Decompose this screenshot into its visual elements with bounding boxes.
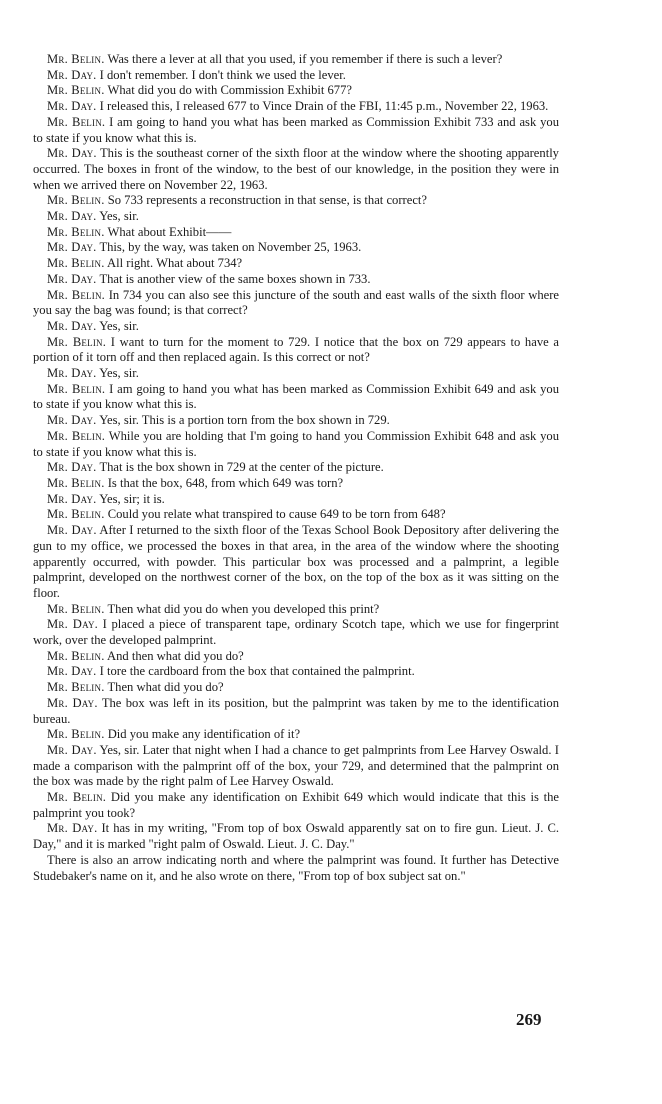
transcript-paragraph	[33, 476, 559, 492]
speech-text: This is the southeast corner of the sixth floor at the window where the shooting apparently occurred. The boxes in front of the window, to the best of our knowledge, in the position they were in when we arrived there on November 22, 1963.	[33, 146, 559, 192]
speaker-label: Mr. Belin.	[47, 83, 105, 98]
transcript-paragraph	[33, 115, 559, 146]
transcript-paragraph	[33, 429, 559, 460]
speaker-label: Mr. Day.	[47, 460, 97, 475]
speaker-label: Mr. Belin.	[47, 680, 105, 695]
transcript-paragraph	[33, 209, 559, 225]
transcript-paragraph	[33, 853, 559, 884]
speaker-label: Mr. Belin.	[47, 52, 105, 66]
speaker-label: Mr. Belin.	[47, 114, 106, 129]
speaker-label: Mr. Belin.	[47, 507, 105, 522]
speech-text: I am going to hand you what has been marked as Commission Exhibit 649 and ask you to state if you know what this is.	[33, 381, 559, 412]
speech-text: Yes, sir.	[99, 318, 139, 333]
speech-text: Did you make any identification of it?	[107, 727, 301, 742]
speech-text: What did you do with Commission Exhibit 677?	[107, 83, 352, 98]
transcript-paragraph	[33, 727, 559, 743]
speech-text: Yes, sir. This is a portion torn from the box shown in 729.	[99, 413, 390, 428]
speaker-label: Mr. Belin.	[47, 475, 105, 490]
speaker-label: Mr. Day.	[47, 209, 97, 224]
speech-text: All right. What about 734?	[107, 256, 243, 271]
speech-text: Is that the box, 648, from which 649 was torn?	[107, 475, 344, 490]
transcript-paragraph	[33, 492, 559, 508]
speech-text: Yes, sir.	[99, 209, 139, 224]
transcript-paragraph	[33, 99, 559, 115]
speech-text: I don't remember. I don't think we used the lever.	[99, 67, 346, 82]
speaker-label: Mr. Belin.	[47, 428, 106, 443]
transcript-paragraph	[33, 366, 559, 382]
speech-text: Did you make any identification on Exhibit 649 which would indicate that this is the palmprint you took?	[33, 790, 559, 820]
speech-text: Yes, sir.	[99, 366, 139, 381]
transcript-paragraph	[33, 507, 559, 523]
speaker-label: Mr. Day.	[47, 742, 97, 757]
speaker-label: Mr. Day.	[47, 67, 97, 82]
testimony-text	[33, 52, 559, 884]
speech-text: Was there a lever at all that you used, if you remember if there is such a lever?	[107, 52, 503, 66]
speech-text: I am going to hand you what has been marked as Commission Exhibit 733 and ask you to state if you know what this is.	[33, 114, 559, 145]
speech-text: I tore the cardboard from the box that contained the palmprint.	[99, 664, 415, 679]
speech-text: What about Exhibit——	[107, 224, 232, 239]
transcript-paragraph	[33, 617, 559, 648]
transcript-paragraph	[33, 382, 559, 413]
speech-text: In 734 you can also see this juncture of the south and east walls of the sixth floor where you say the bag was found; is that correct?	[33, 287, 560, 318]
speech-text: That is the box shown in 729 at the center of the picture.	[99, 460, 384, 475]
transcript-paragraph	[33, 52, 559, 68]
speaker-label: Mr. Day.	[47, 523, 97, 538]
speaker-label: Mr. Day.	[47, 99, 97, 114]
speech-text: It has in my writing, "From top of box Oswald apparently sat on to fire gun. Lieut. J. C. Day," and it is marked "right palm of Oswald. Lieut. J. C. Day."	[33, 821, 560, 852]
speaker-label: Mr. Belin.	[47, 334, 107, 349]
speaker-label: Mr. Day.	[47, 617, 98, 632]
speech-text: While you are holding that I'm going to hand you Commission Exhibit 648 and ask you to state if you know what this is.	[33, 428, 560, 459]
speech-text: I want to turn for the moment to 729. I notice that the box on 729 appears to have a portion of it torn off and then replaced again. Is this correct or not?	[33, 334, 559, 365]
transcript-paragraph	[33, 602, 559, 618]
speech-text: That is another view of the same boxes shown in 733.	[99, 271, 371, 286]
transcript-paragraph	[33, 240, 559, 256]
speech-text: The box was left in its position, but the palmprint was taken by me to the identification bureau.	[33, 695, 560, 726]
speaker-label: Mr. Belin.	[47, 224, 105, 239]
speech-text: Then what did you do when you developed this print?	[107, 601, 380, 616]
speech-text: Yes, sir; it is.	[99, 491, 165, 506]
transcript-paragraph	[33, 696, 559, 727]
transcript-paragraph	[33, 335, 559, 366]
speech-text: I released this, I released 677 to Vince Drain of the FBI, 11:45 p.m., November 22, 1963.	[99, 99, 549, 114]
speaker-label: Mr. Day.	[47, 271, 97, 286]
transcript-paragraph	[33, 146, 559, 193]
transcript-paragraph	[33, 68, 559, 84]
speech-text: After I returned to the sixth floor of the Texas School Book Depository after delivering the gun to my office, we processed the boxes in that area, in the area of the window where the shooting apparently occurred, with powder. This particular box was processed and a palmprint, a legible palmprint, developed on the northwest corner of the box, on the top of the box as it was sitting on the floor.	[33, 523, 559, 600]
speaker-label: Mr. Day.	[47, 240, 97, 255]
speech-text: This, by the way, was taken on November 25, 1963.	[99, 240, 362, 255]
speaker-label: Mr. Day.	[47, 491, 97, 506]
speaker-label: Mr. Belin.	[47, 727, 105, 742]
speaker-label: Mr. Day.	[47, 366, 97, 381]
speaker-label: Mr. Day.	[47, 146, 97, 161]
speech-text: Could you relate what transpired to cause 649 to be torn from 648?	[107, 507, 446, 522]
transcript-paragraph	[33, 272, 559, 288]
speaker-label: Mr. Belin.	[47, 256, 105, 271]
speech-text: I placed a piece of transparent tape, ordinary Scotch tape, which we use for fingerprint work, over the developed palmprint.	[33, 617, 559, 648]
transcript-paragraph	[33, 790, 559, 821]
speaker-label: Mr. Belin.	[47, 381, 106, 396]
transcript-paragraph	[33, 664, 559, 680]
page-number: 269	[516, 1010, 542, 1029]
speaker-label: Mr. Day.	[47, 318, 97, 333]
speech-text: Then what did you do?	[107, 680, 224, 695]
speaker-label: Mr. Day.	[47, 695, 98, 710]
transcript-paragraph	[33, 288, 559, 319]
transcript-paragraph	[33, 256, 559, 272]
speech-text: There is also an arrow indicating north and where the palmprint was found. It further has Detective Studebaker's name on it, and he also wrote on there, "From top of box subject sat on."	[33, 852, 559, 883]
transcript-paragraph	[33, 680, 559, 696]
speaker-label: Mr. Belin.	[47, 287, 106, 302]
transcript-paragraph	[33, 821, 559, 852]
transcript-paragraph	[33, 83, 559, 99]
transcript-paragraph	[33, 649, 559, 665]
transcript-paragraph	[33, 319, 559, 335]
speaker-label: Mr. Belin.	[47, 648, 105, 663]
speech-text: And then what did you do?	[107, 648, 244, 663]
transcript-paragraph	[33, 743, 559, 790]
transcript-paragraph	[33, 413, 559, 429]
transcript-paragraph	[33, 460, 559, 476]
speech-text: Yes, sir. Later that night when I had a chance to get palmprints from Lee Harvey Oswald. I made a comparison with the palmprint off of the box, your 729, and determined that the palmprint on the box was made by the right palm of Lee Harvey Oswald.	[33, 742, 559, 789]
speaker-label: Mr. Belin.	[47, 601, 105, 616]
speaker-label: Mr. Belin.	[47, 790, 107, 805]
transcript-paragraph	[33, 225, 559, 241]
transcript-paragraph	[33, 523, 559, 602]
speech-text: So 733 represents a reconstruction in that sense, is that correct?	[107, 193, 427, 208]
speaker-label: Mr. Belin.	[47, 193, 105, 208]
speaker-label: Mr. Day.	[47, 821, 98, 836]
transcript-paragraph	[33, 193, 559, 209]
speaker-label: Mr. Day.	[47, 664, 97, 679]
speaker-label: Mr. Day.	[47, 413, 97, 428]
